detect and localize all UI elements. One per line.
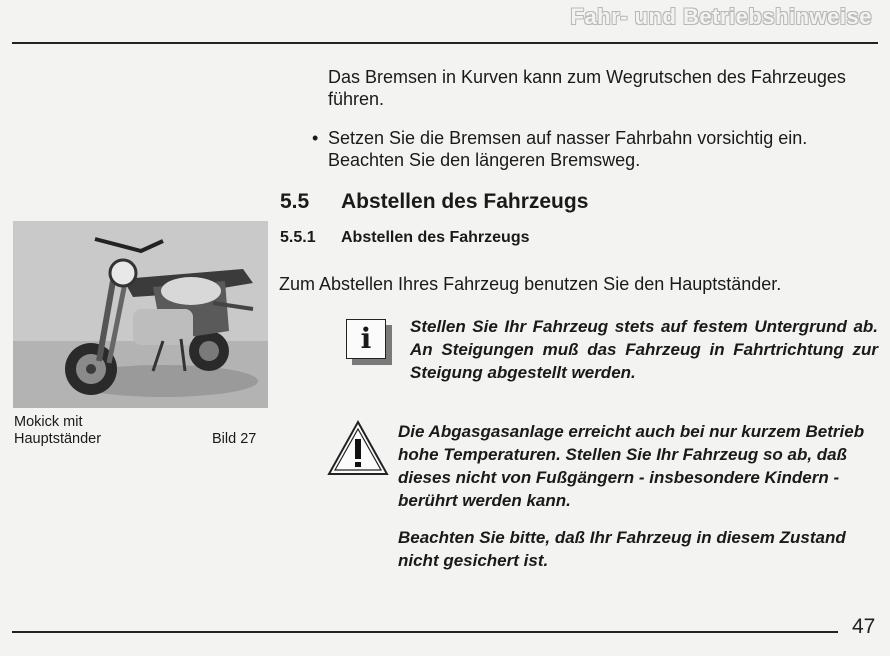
motorcycle-photo <box>13 221 268 408</box>
running-header: Fahr- und Betriebshinweise <box>570 4 872 29</box>
intro-paragraph: Das Bremsen in Kurven kann zum Wegrutschen des Fahrzeuges führen. <box>328 67 846 109</box>
bullet-marker: • <box>312 128 319 148</box>
figure-label: Bild 27 <box>212 431 257 447</box>
figure-caption-line2: Hauptständer <box>14 431 102 447</box>
section-title: Abstellen des Fahrzeugs <box>341 190 589 213</box>
bullet-item: Setzen Sie die Bremsen auf nasser Fahrbahn vorsichtig ein. Beachten Sie den längeren Bremsweg. <box>328 128 808 170</box>
section-number: 5.5 <box>280 190 310 213</box>
figure-caption-line1: Mokick mit <box>14 414 83 430</box>
info-note: Stellen Sie Ihr Fahrzeug stets auf festem Untergrund ab. An Steigungen muß das Fahrzeug in Fahrtrichtung zur Steigung abgestellt werden. <box>410 317 878 382</box>
header-rule <box>12 42 878 44</box>
warning-note: Die Abgasgasanlage erreicht auch bei nur kurzem Betrieb hohe Temperaturen. Stellen Sie Ihr Fahrzeug so ab, daß dieses nicht von Fußgängern - insbesondere Kindern - berührt werden kann. <box>398 422 865 510</box>
warning-note-secondary: Beachten Sie bitte, daß Ihr Fahrzeug in diesem Zustand nicht gesichert ist. <box>398 528 846 570</box>
warning-triangle-icon <box>326 419 390 477</box>
subsection-number: 5.5.1 <box>280 229 316 246</box>
footer-rule <box>12 631 838 633</box>
page-number: 47 <box>852 615 876 638</box>
subsection-title: Abstellen des Fahrzeugs <box>341 229 530 246</box>
figure-caption <box>14 414 101 448</box>
usage-paragraph: Zum Abstellen Ihres Fahrzeug benutzen Sie den Hauptständer. <box>279 274 782 294</box>
info-icon: i <box>346 319 386 359</box>
